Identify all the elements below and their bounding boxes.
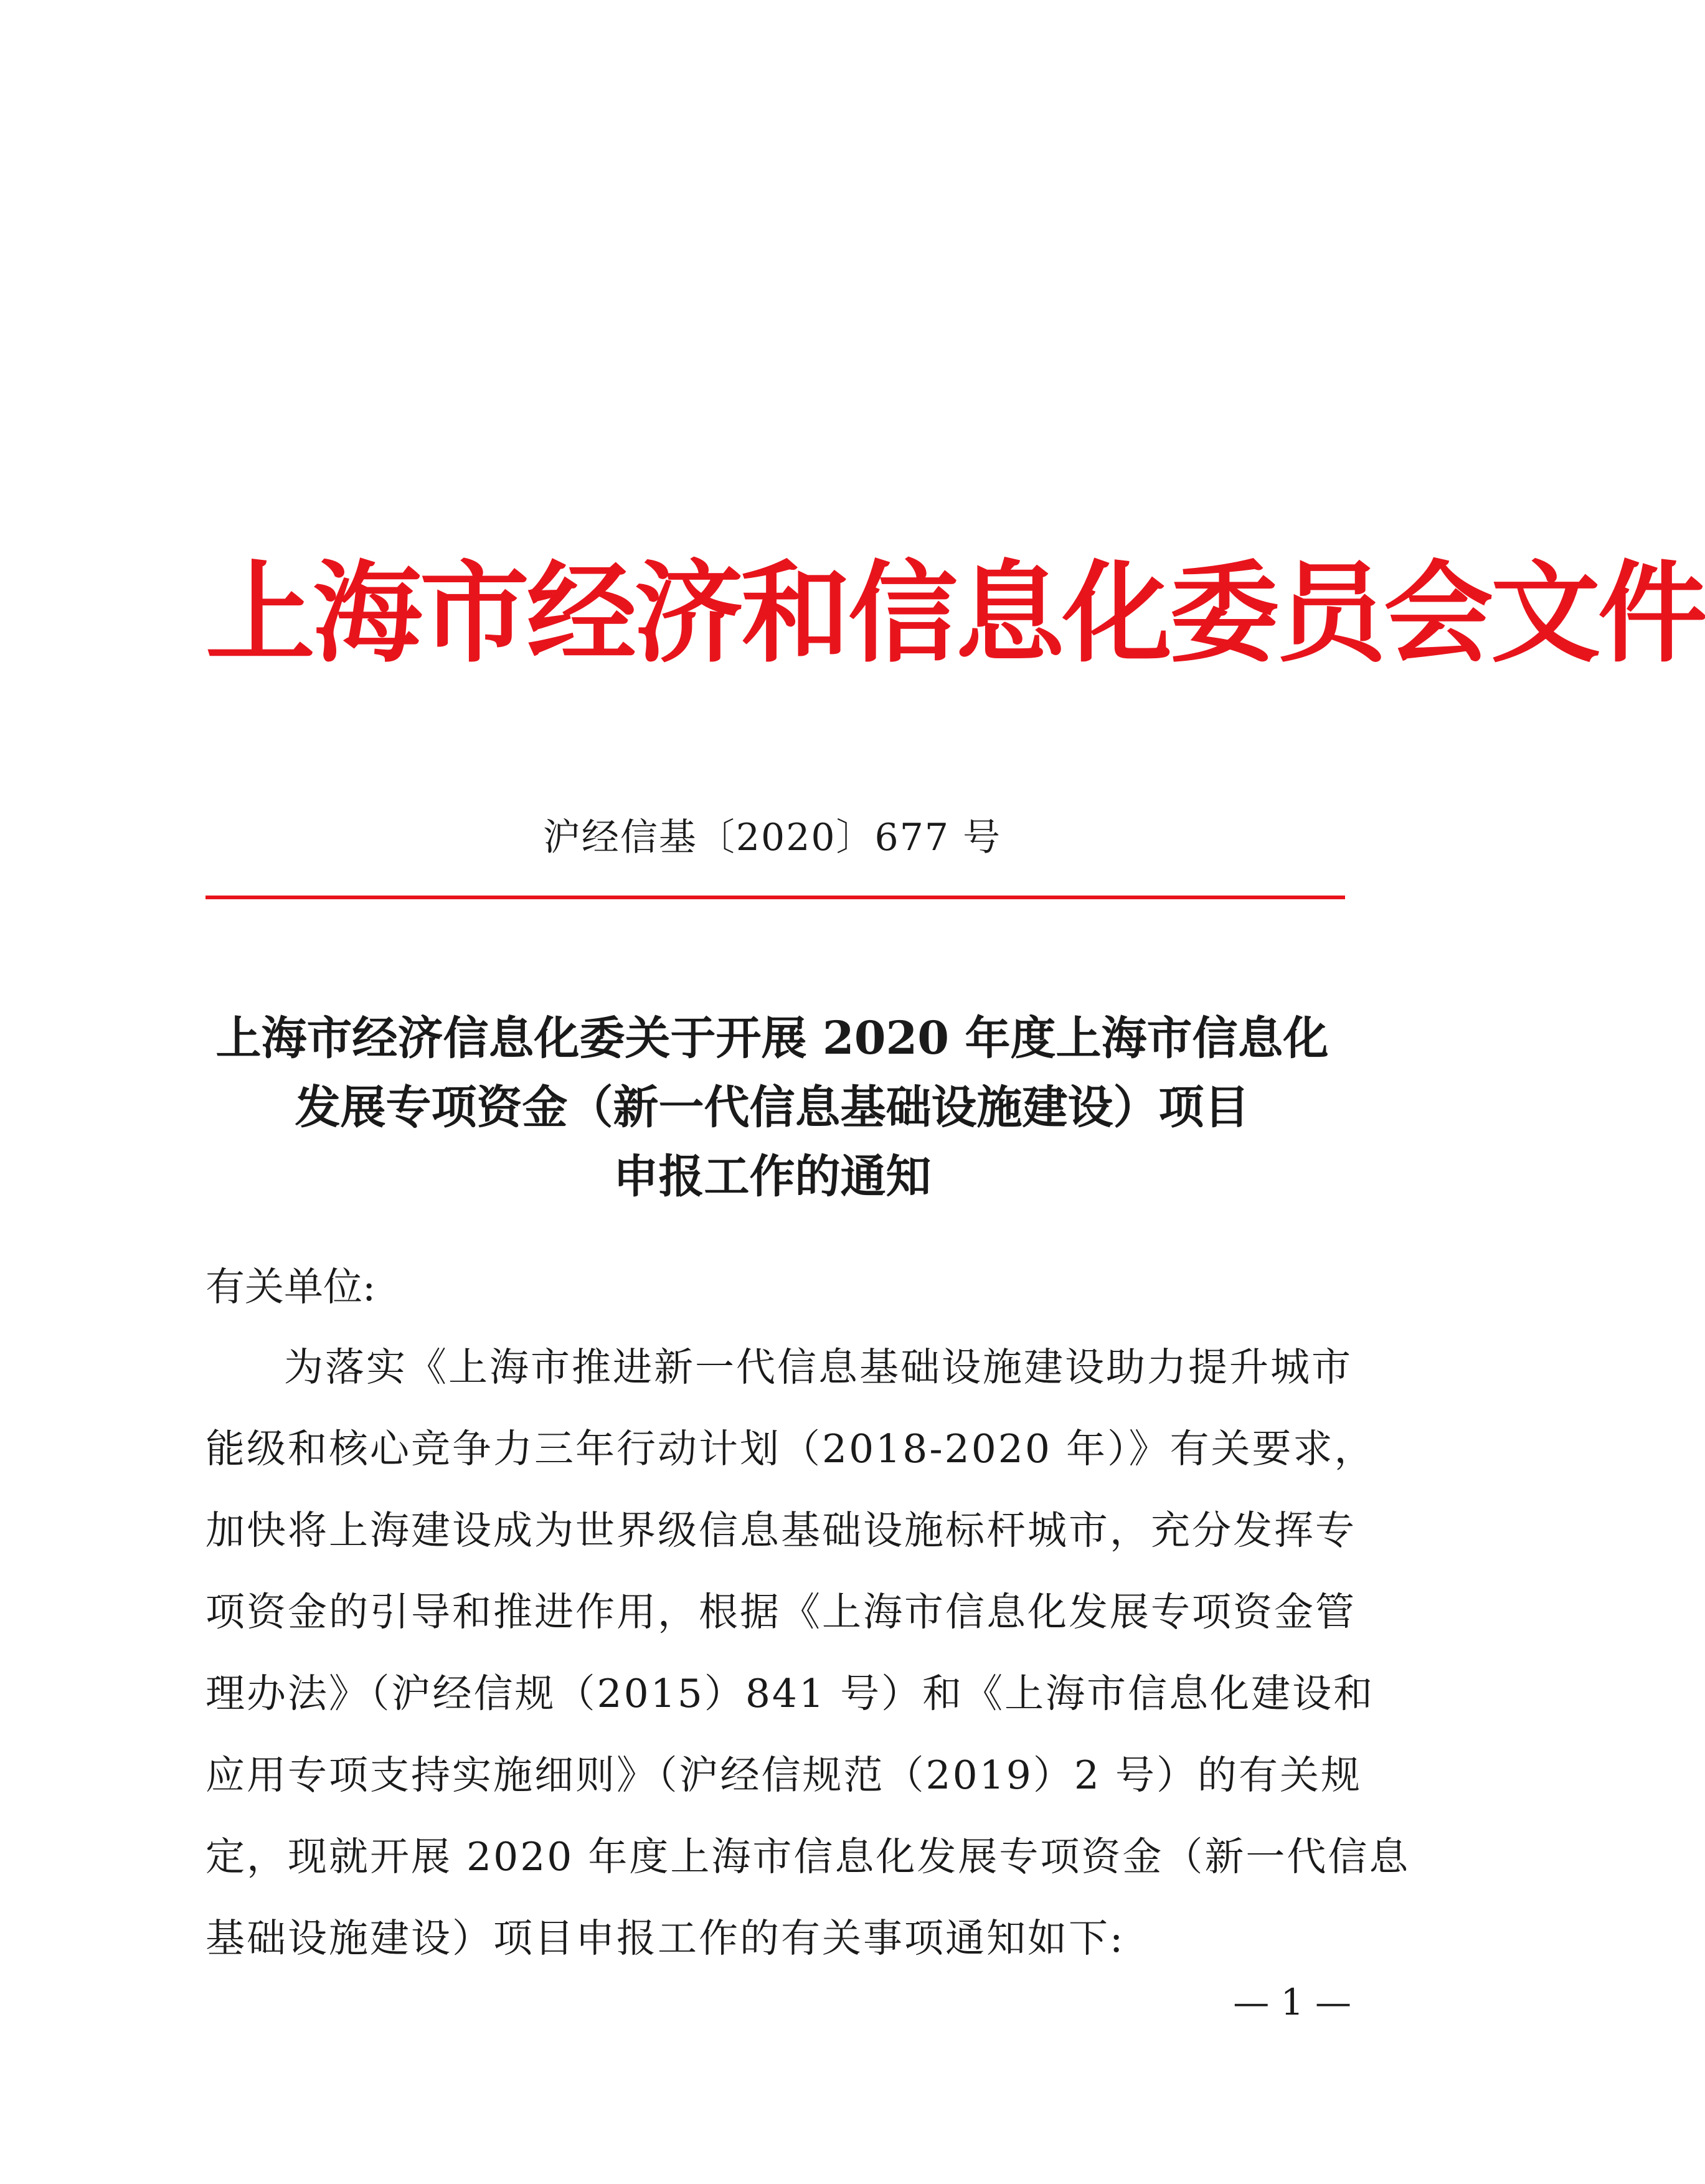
red-divider-line xyxy=(205,896,1345,899)
body-line: 项资金的引导和推进作用，根据《上海市信息化发展专项资金管 xyxy=(205,1589,1356,1635)
salutation: 有关单位: xyxy=(205,1264,376,1310)
title-line: 申报工作的通知 xyxy=(613,1150,932,1203)
body-paragraph xyxy=(205,1326,1410,1979)
body-line: 应用专项支持实施细则》（沪经信规范（2019）2 号）的有关规 xyxy=(205,1752,1362,1798)
body-line: 基础设施建设）项目申报工作的有关事项通知如下: xyxy=(205,1916,1125,1961)
body-line: 加快将上海建设成为世界级信息基础设施标杆城市，充分发挥专 xyxy=(205,1508,1356,1553)
title-line: 上海市经济信息化委关于开展 2020 年度上海市信息化 xyxy=(215,1011,1329,1065)
body-line: 能级和核心竞争力三年行动计划（2018-2020 年）》有关要求， xyxy=(205,1426,1376,1472)
body-line: 定，现就开展 2020 年度上海市信息化发展专项资金（新一代信息 xyxy=(205,1834,1410,1879)
document-title xyxy=(187,1004,1358,1211)
body-line: 为落实《上海市推进新一代信息基础设施建设助力提升城市 xyxy=(284,1345,1353,1390)
page-number: — 1 — xyxy=(1233,1981,1351,2023)
issuer-header: 上海市经济和信息化委员会文件 xyxy=(205,549,1705,678)
document-number: 沪经信基〔2020〕677 号 xyxy=(542,816,1002,859)
body-line: 理办法》（沪经信规（2015）841 号）和《上海市信息化建设和 xyxy=(205,1671,1375,1716)
title-line: 发展专项资金（新一代信息基础设施建设）项目 xyxy=(295,1080,1250,1134)
